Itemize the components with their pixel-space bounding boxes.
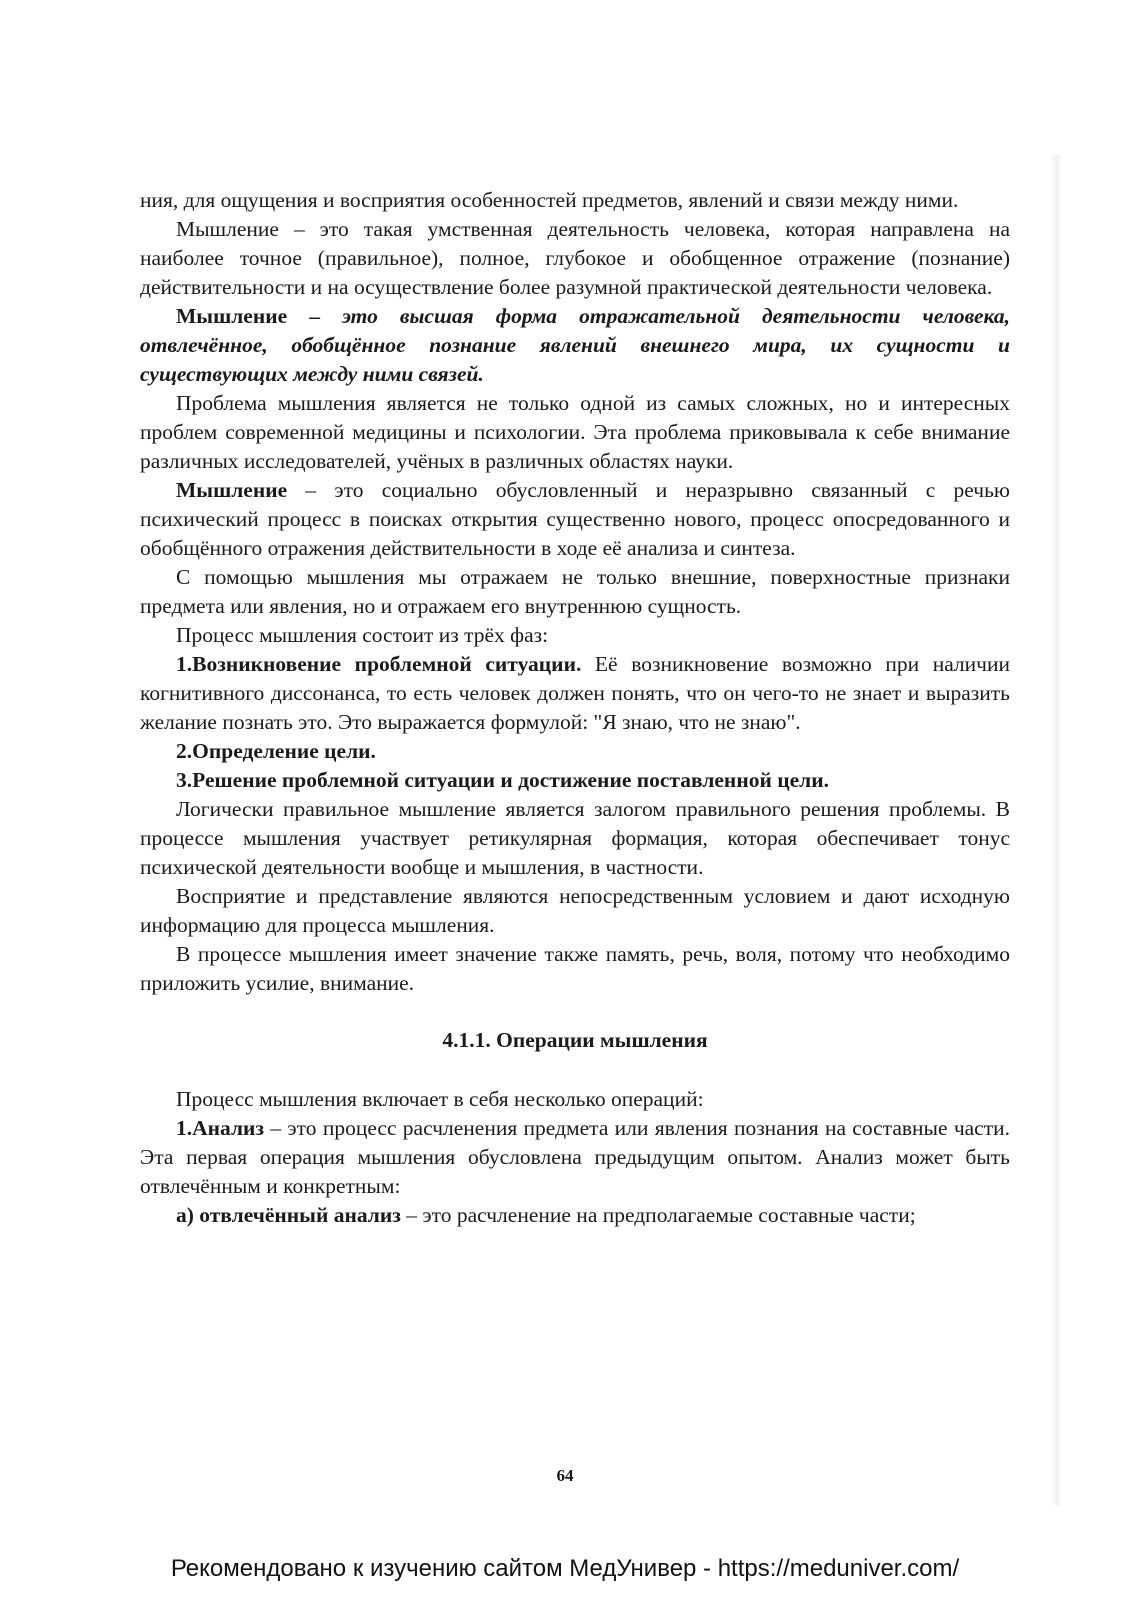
term-thinking: Мышление – (176, 304, 343, 328)
paragraph-thinking-definition-2 (140, 302, 1010, 389)
paragraph-phase-1 (140, 650, 1010, 737)
scan-edge-shadow (1050, 155, 1062, 1505)
definition-text: – это социально обусловленный и неразрывно связанный с речью психический процесс в поисках открытия существенно нового, процесс опосредованного и обобщённого отражения действительности в ходе её анализа и синтеза. (140, 478, 1010, 560)
paragraph-memory: В процессе мышления имеет значение также память, речь, воля, потому что необходимо приложить усилие, внимание. (140, 942, 1010, 995)
paragraph-phase-2: 2.Определение цели. (176, 739, 376, 763)
paragraph-abstract-analysis (140, 1201, 1010, 1230)
term-abstract-analysis: а) отвлечённый анализ (176, 1203, 401, 1227)
analysis-text: – это процесс расчленения предмета или явления познания на составные части. Эта первая операция мышления обусловлена предыдущим опытом. Анализ может быть отвлечённым и конкретным: (140, 1116, 1010, 1198)
definition-emphasis: это высшая форма отражательной деятельности человека, отвлечённое, обобщённое познание явлений внешнего мира, их сущности и существующих между ними связей. (140, 304, 1011, 386)
phase-1-title: 1.Возникновение проблемной ситуации. (176, 652, 582, 676)
term-thinking: Мышление (176, 478, 288, 502)
paragraph-phases-intro: Процесс мышления состоит из трёх фаз: (176, 623, 549, 647)
paragraph-phase-3: 3.Решение проблемной ситуации и достижение поставленной цели. (176, 768, 829, 792)
document-page (140, 186, 1010, 1230)
paragraph-logical-thinking: Логически правильное мышление является залогом правильного решения проблемы. В процессе мышления участвует ретикулярная формация, которая обеспечивает тонус психической деятельности вообще и мышления, в частности. (140, 797, 1010, 879)
paragraph-continuation: ния, для ощущения и восприятия особенностей предметов, явлений и связи между ними. (140, 188, 959, 212)
paragraph-thinking-definition-1: Мышление – это такая умственная деятельность человека, которая направлена на наиболее точное (правильное), полное, глубокое и обобщенное отражение (познание) действительности и на осуществление более разумной практической деятельности человека. (140, 217, 1010, 299)
paragraph-problem-of-thinking: Проблема мышления является не только одной из самых сложных, но и интересных проблем современной медицины и психологии. Эта проблема приковывала к себе внимание различных исследователей, учёных в различных областях науки. (140, 391, 1010, 473)
paragraph-operations-intro: Процесс мышления включает в себя несколько операций: (176, 1087, 704, 1111)
page-number: 64 (556, 1466, 574, 1485)
paragraph-analysis (140, 1114, 1010, 1201)
paragraph-thinking-definition-3 (140, 476, 1010, 563)
footer-recommendation: Рекомендовано к изучению сайтом МедУнивер - https://meduniver.com/ (170, 1555, 960, 1582)
paragraph-reflection: С помощью мышления мы отражаем не только внешние, поверхностные признаки предмета или явления, но и отражаем его внутреннюю сущность. (140, 565, 1010, 618)
paragraph-perception: Восприятие и представление являются непосредственным условием и дают исходную информацию для процесса мышления. (140, 884, 1010, 937)
section-heading: 4.1.1. Операции мышления (442, 1028, 708, 1052)
abstract-analysis-text: – это расчленение на предполагаемые составные части; (400, 1203, 916, 1227)
term-analysis: 1.Анализ (176, 1116, 265, 1140)
phase-1-text: Её возникновение возможно при наличии когнитивного диссонанса, то есть человек должен понять, что он чего-то не знает и выразить желание познать это. Это выражается формулой: "Я знаю, что не знаю". (140, 652, 1010, 734)
